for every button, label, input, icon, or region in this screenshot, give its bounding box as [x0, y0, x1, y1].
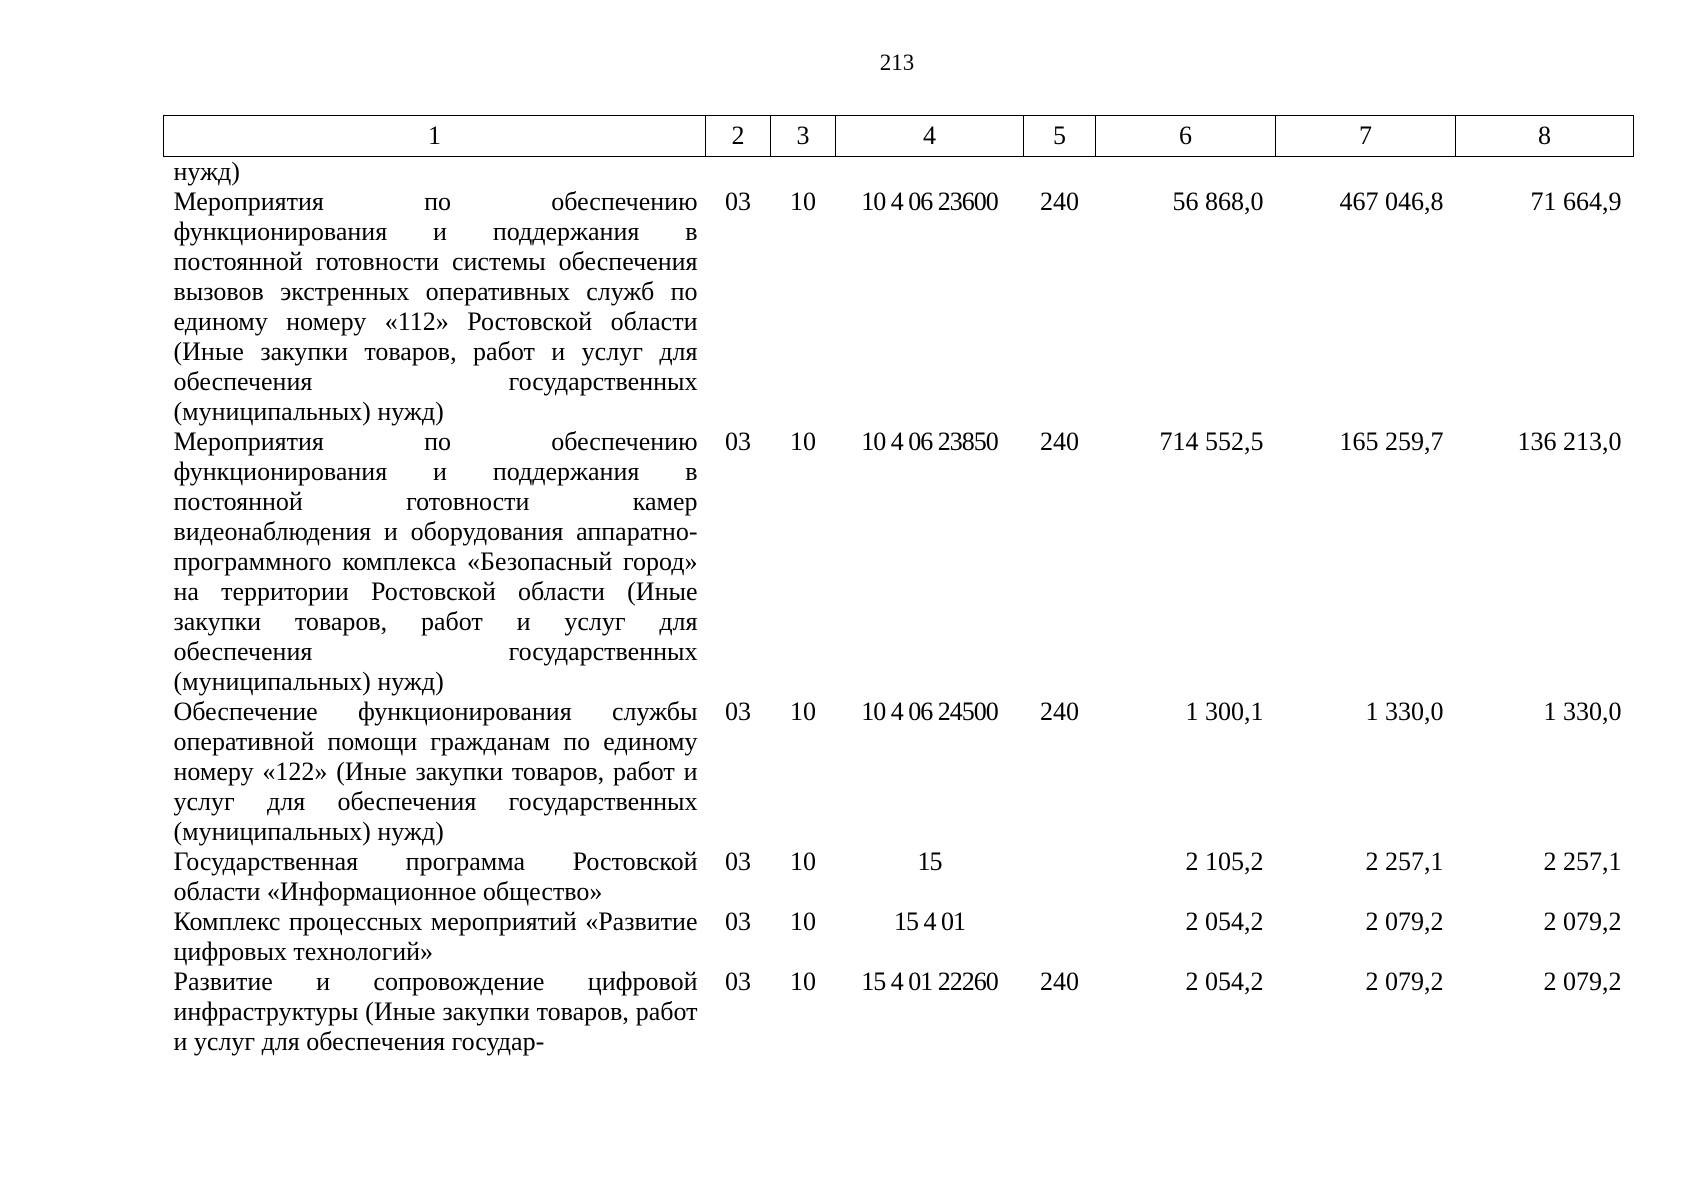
column-header-8: 8 — [1456, 116, 1634, 157]
target-article-code: 10 4 06 23850 — [861, 427, 998, 456]
table-row — [164, 697, 1634, 847]
amount-col-8: 71 664,9 — [1530, 187, 1622, 216]
column-header-3: 3 — [771, 116, 836, 157]
page-number: 213 — [879, 50, 915, 75]
amount-col-6: 56 868,0 — [1172, 187, 1264, 216]
continuation-text: нужд) — [173, 157, 240, 186]
subsection-code: 10 — [790, 967, 816, 996]
table-row — [164, 907, 1634, 967]
column-header-4: 4 — [836, 116, 1024, 157]
section-code: 03 — [725, 967, 751, 996]
amount-col-6: 2 054,2 — [1185, 907, 1264, 936]
target-article-code: 15 — [917, 847, 942, 876]
row-description: Комплекс процессных мероприятий «Развитие цифровых технологий» — [173, 907, 698, 966]
amount-col-7: 165 259,7 — [1339, 427, 1444, 456]
section-code: 03 — [725, 847, 751, 876]
amount-col-6: 714 552,5 — [1159, 427, 1264, 456]
amount-col-6: 2 105,2 — [1185, 847, 1264, 876]
column-header-7: 7 — [1276, 116, 1456, 157]
amount-col-6: 1 300,1 — [1185, 697, 1264, 726]
amount-col-8: 1 330,0 — [1543, 697, 1622, 726]
table-row — [164, 187, 1634, 427]
row-description: Мероприятия по обеспечению функционирования и поддержания в постоянной готовности камер видеонаблюдения и оборудования аппаратно-программного комплекса «Безопасный город» на территории Ростовской области (Иные закупки товаров, работ и услуг для обеспечения государственных (муниципальных) нужд) — [173, 427, 698, 696]
row-description: Обеспечение функционирования службы оперативной помощи гражданам по единому номеру «122» (Иные закупки товаров, работ и услуг для обеспечения государственных (муниципальных) нужд) — [173, 697, 698, 846]
target-article-code: 10 4 06 24500 — [861, 697, 998, 726]
target-article-code: 15 4 01 — [894, 907, 965, 936]
row-description: Развитие и сопровождение цифровой инфраструктуры (Иные закупки товаров, работ и услуг для обеспечения государ- — [173, 967, 698, 1056]
table-row — [164, 967, 1634, 1057]
expense-type-code — [1024, 907, 1096, 967]
column-header-6: 6 — [1096, 116, 1276, 157]
subsection-code: 10 — [790, 187, 816, 216]
section-code: 03 — [725, 907, 751, 936]
amount-col-8: 2 257,1 — [1543, 847, 1622, 876]
row-description: Мероприятия по обеспечению функционирования и поддержания в постоянной готовности системы обеспечения вызовов экстренных оперативных служб по единому номеру «112» Ростовской области (Иные закупки товаров, работ и услуг для обеспечения государственных (муниципальных) нужд) — [173, 187, 698, 426]
amount-col-7: 1 330,0 — [1365, 697, 1444, 726]
amount-col-7: 2 079,2 — [1365, 967, 1444, 996]
subsection-code: 10 — [790, 697, 816, 726]
amount-col-7: 2 257,1 — [1365, 847, 1444, 876]
amount-col-7: 2 079,2 — [1365, 907, 1444, 936]
section-code: 03 — [725, 697, 751, 726]
amount-col-8: 2 079,2 — [1543, 967, 1622, 996]
table-row — [164, 427, 1634, 697]
target-article-code: 15 4 01 22260 — [861, 967, 998, 996]
subsection-code: 10 — [790, 847, 816, 876]
amount-col-8: 136 213,0 — [1517, 427, 1622, 456]
column-header-5: 5 — [1024, 116, 1096, 157]
amount-col-7: 467 046,8 — [1339, 187, 1444, 216]
column-header-1: 1 — [164, 116, 706, 157]
row-description: Государственная программа Ростовской области «Информационное общество» — [173, 847, 698, 906]
column-header-2: 2 — [706, 116, 771, 157]
subsection-code: 10 — [790, 907, 816, 936]
budget-table — [163, 115, 1634, 1057]
amount-col-8: 2 079,2 — [1543, 907, 1622, 936]
expense-type-code — [1024, 847, 1096, 907]
expense-type-code: 240 — [1040, 187, 1079, 216]
section-code: 03 — [725, 187, 751, 216]
expense-type-code: 240 — [1040, 427, 1079, 456]
section-code: 03 — [725, 427, 751, 456]
expense-type-code: 240 — [1040, 967, 1079, 996]
continuation-row — [164, 157, 1634, 188]
table-row — [164, 847, 1634, 907]
header-row — [164, 116, 1634, 157]
expense-type-code: 240 — [1040, 697, 1079, 726]
subsection-code: 10 — [790, 427, 816, 456]
amount-col-6: 2 054,2 — [1185, 967, 1264, 996]
target-article-code: 10 4 06 23600 — [861, 187, 998, 216]
